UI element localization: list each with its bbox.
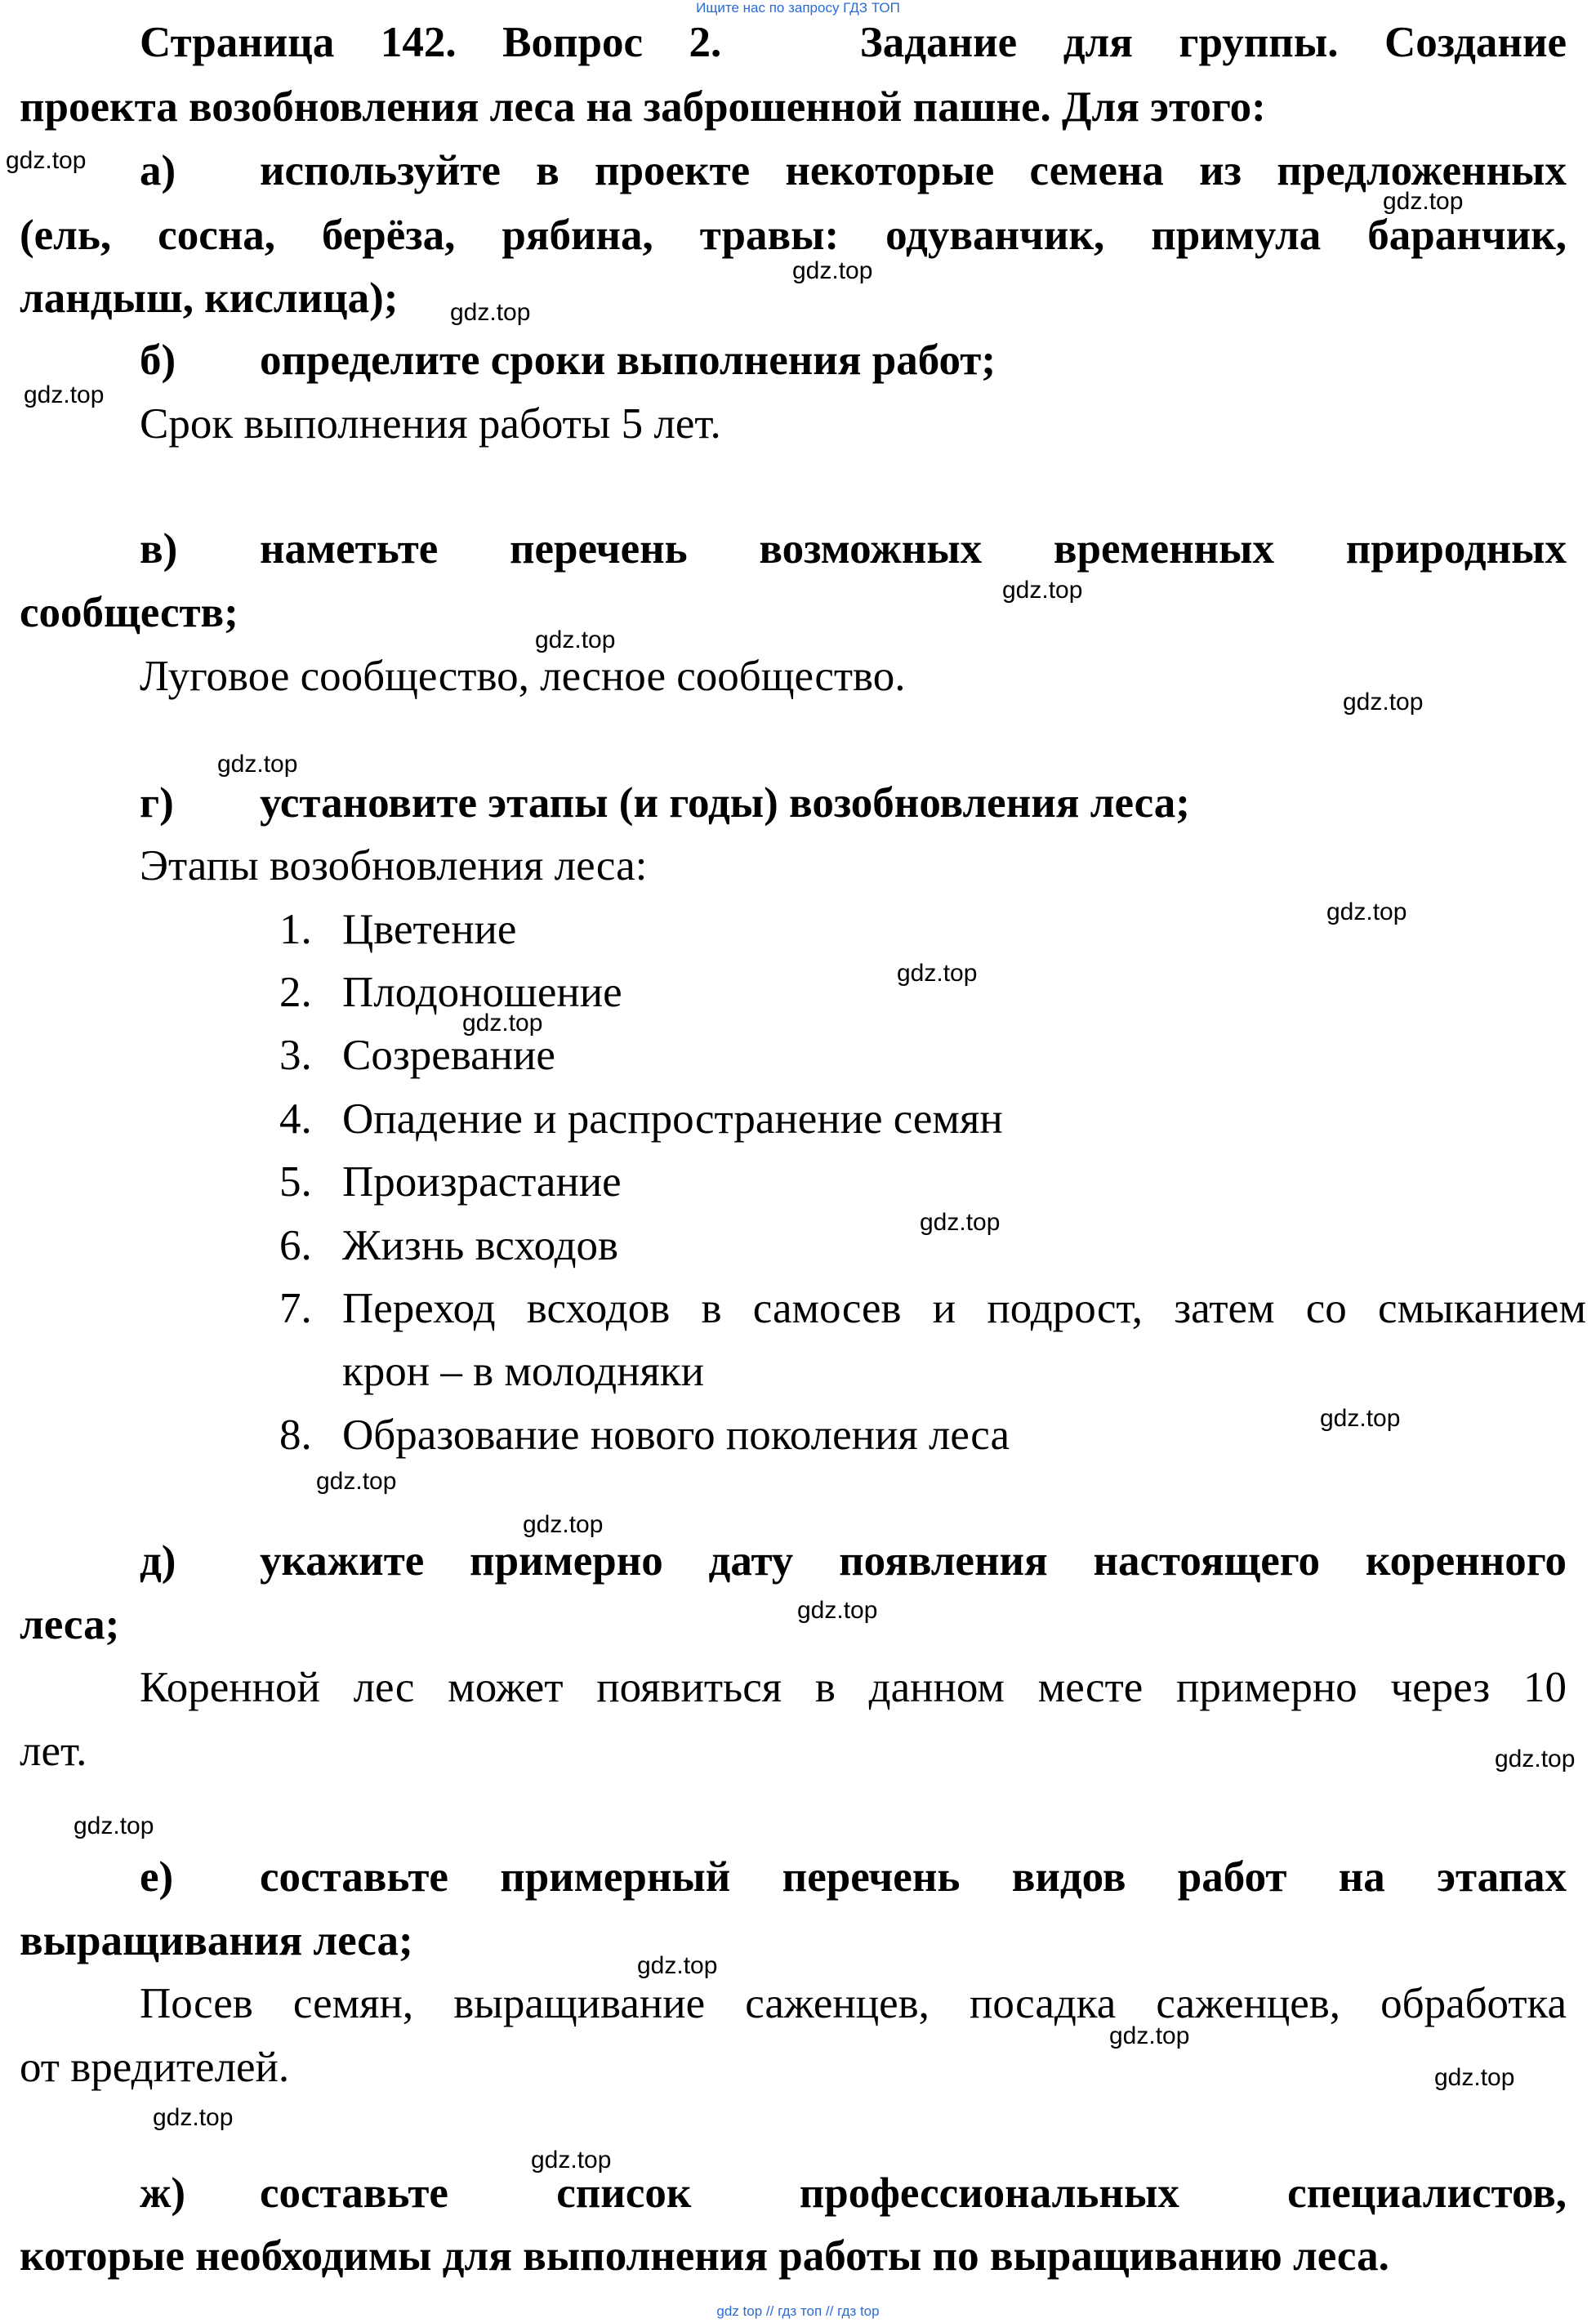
task-a-line-2: (ель, сосна, берёза, рябина, травы: одуванчик, примула баранчик, (20, 212, 1567, 259)
task-g-intro: Этапы возобновления леса: (140, 842, 648, 890)
task-zh-line-2: которые необходимы для выполнения работы по выращиванию леса. (20, 2232, 1389, 2280)
watermark: gdz.top (1109, 2022, 1190, 2049)
stage-text: Опадение и распространение семян (342, 1095, 1003, 1143)
task-d-answer-1: Коренной лес может появиться в данном месте примерно через 10 (140, 1664, 1567, 1711)
task-a-label: а) (140, 147, 176, 194)
task-v-text: наметьте перечень возможных временных природных (260, 525, 1567, 573)
title-rest: Задание для группы. Создание (859, 19, 1567, 66)
watermark: gdz.top (450, 299, 531, 326)
task-e-label: е) (140, 1853, 174, 1901)
stage-number: 7. (279, 1285, 312, 1332)
watermark: gdz.top (24, 381, 105, 408)
task-v-line-2: сообществ; (20, 589, 239, 636)
stage-number: 6. (279, 1222, 312, 1269)
stage-number: 3. (279, 1032, 312, 1079)
watermark: gdz.top (1434, 2064, 1515, 2091)
stage-number: 2. (279, 969, 312, 1016)
task-zh-label: ж) (140, 2169, 186, 2217)
task-e-line-2: выращивания леса; (20, 1917, 413, 1964)
watermark: gdz.top (535, 626, 616, 653)
stage-text: Переход всходов в самосев и подрост, затем со смыканием (342, 1285, 1586, 1332)
task-d-line-2: леса; (20, 1601, 120, 1648)
watermark: gdz.top (897, 960, 978, 987)
watermark: gdz.top (462, 1010, 543, 1037)
task-d-answer-2: лет. (20, 1728, 87, 1775)
watermark: gdz.top (153, 2104, 234, 2131)
task-b-label: б) (140, 337, 176, 384)
task-d-text: укажите примерно дату появления настоящего коренного (260, 1537, 1567, 1585)
watermark: gdz.top (1383, 188, 1464, 215)
task-g-text: установите этапы (и годы) возобновления леса; (260, 779, 1190, 827)
task-b-text: определите сроки выполнения работ; (260, 337, 996, 384)
watermark: gdz.top (6, 147, 87, 174)
title-line-1 (140, 14, 1567, 71)
watermark: gdz.top (1343, 689, 1424, 716)
stage-text: Плодоношение (342, 969, 622, 1016)
watermark: gdz.top (1002, 577, 1083, 604)
task-v-label: в) (140, 525, 178, 573)
stage-text: Цветение (342, 906, 517, 953)
stage-text: Произрастание (342, 1158, 622, 1206)
task-e-text: составьте примерный перечень видов работ на этапах (260, 1853, 1567, 1901)
task-a-line-1 (140, 142, 1567, 199)
task-v-answer: Луговое сообщество, лесное сообщество. (140, 653, 906, 700)
stage-number: 8. (279, 1411, 312, 1459)
watermark: gdz.top (1495, 1746, 1576, 1772)
watermark: gdz.top (316, 1468, 397, 1495)
task-d-line-1 (140, 1532, 1567, 1590)
stage-text: Образование нового поколения леса (342, 1411, 1010, 1459)
task-a-text: используйте в проекте некоторые семена из предложенных (260, 147, 1567, 194)
stage-text: Созревание (342, 1032, 555, 1079)
top-banner[interactable]: Ищите нас по запросу ГДЗ ТОП (696, 0, 900, 16)
task-zh-text: составьте список профессиональных специалистов, (260, 2169, 1567, 2217)
watermark: gdz.top (637, 1952, 718, 1979)
watermark: gdz.top (1326, 898, 1407, 925)
watermark: gdz.top (792, 257, 873, 284)
watermark: gdz.top (531, 2147, 612, 2174)
task-b-answer: Срок выполнения работы 5 лет. (140, 400, 721, 448)
stage-text-continuation: крон – в молодняки (342, 1348, 704, 1395)
task-e-answer-1: Посев семян, выращивание саженцев, посадка саженцев, обработка (140, 1980, 1567, 2027)
bottom-footer[interactable]: gdz top // гдз топ // гдз top (716, 2303, 880, 2319)
task-a-line-3: ландыш, кислица); (20, 274, 399, 322)
stage-number: 4. (279, 1095, 312, 1143)
watermark: gdz.top (797, 1597, 878, 1624)
watermark: gdz.top (920, 1209, 1001, 1236)
stage-number: 5. (279, 1158, 312, 1206)
task-zh-line-1 (140, 2165, 1567, 2222)
task-g-question (140, 774, 1567, 832)
watermark: gdz.top (217, 751, 298, 778)
task-v-line-1 (140, 520, 1567, 577)
stage-text: Жизнь всходов (342, 1222, 619, 1269)
watermark: gdz.top (523, 1511, 604, 1538)
task-e-answer-2: от вредителей. (20, 2044, 290, 2091)
watermark: gdz.top (1320, 1405, 1401, 1432)
title-line-2: проекта возобновления леса на заброшенной пашне. Для этого: (20, 83, 1266, 131)
page-title: Страница 142. Вопрос 2. (140, 19, 722, 66)
task-d-label: д) (140, 1537, 176, 1585)
task-b-question (140, 332, 1567, 389)
task-g-label: г) (140, 779, 174, 827)
task-e-line-1 (140, 1848, 1567, 1906)
watermark: gdz.top (74, 1812, 154, 1839)
stage-number: 1. (279, 906, 312, 953)
